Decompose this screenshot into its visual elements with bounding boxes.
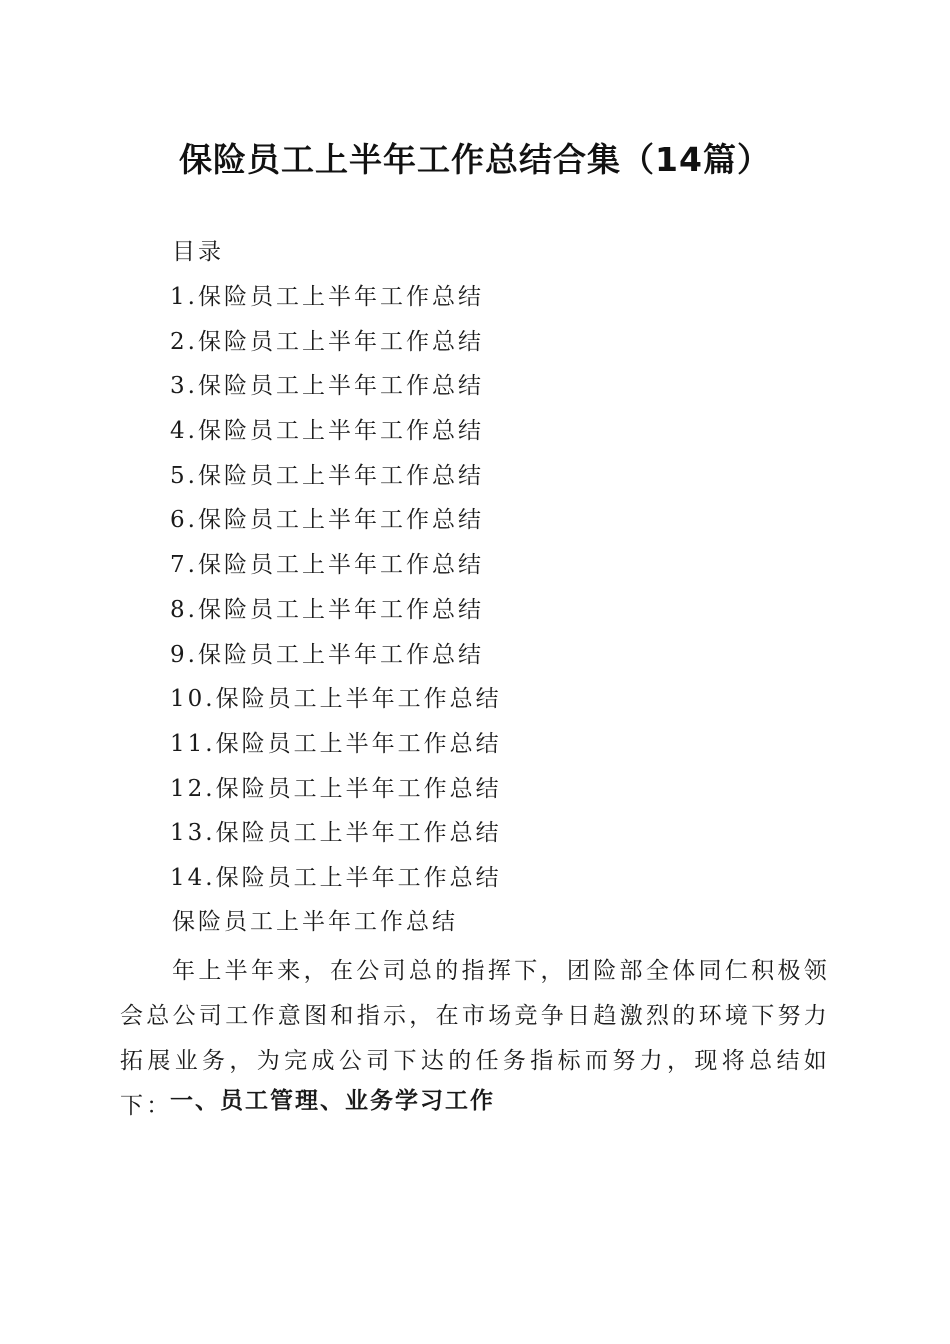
table-of-contents	[170, 279, 502, 905]
toc-item: 5.保险员工上半年工作总结	[170, 462, 484, 489]
toc-heading: 目录	[172, 239, 224, 265]
toc-item: 3.保险员工上半年工作总结	[170, 373, 484, 400]
subheading: 一、员工管理、业务学习工作	[170, 1088, 495, 1114]
body-paragraph: 年上半年来，在公司总的指挥下，团险部全体同仁积极领会总公司工作意图和指示，在市场竞争日趋激烈的环境下努力拓展业务，为完成公司下达的任务指标而努力，现将总结如下：	[120, 958, 830, 1119]
toc-item: 12.保险员工上半年工作总结	[170, 775, 502, 802]
toc-item: 9.保险员工上半年工作总结	[170, 641, 484, 668]
toc-item: 7.保险员工上半年工作总结	[170, 552, 484, 579]
toc-item: 13.保险员工上半年工作总结	[170, 820, 502, 847]
section-title: 保险员工上半年工作总结	[172, 909, 458, 935]
toc-item: 14.保险员工上半年工作总结	[170, 864, 502, 891]
toc-item: 2.保险员工上半年工作总结	[170, 328, 484, 355]
toc-item: 10.保险员工上半年工作总结	[170, 686, 502, 713]
toc-item: 8.保险员工上半年工作总结	[170, 596, 484, 623]
toc-item: 4.保险员工上半年工作总结	[170, 418, 484, 445]
toc-item: 6.保险员工上半年工作总结	[170, 507, 484, 534]
document-title: 保险员工上半年工作总结合集（14篇）	[179, 140, 771, 179]
toc-item: 11.保险员工上半年工作总结	[170, 730, 502, 757]
toc-item: 1.保险员工上半年工作总结	[170, 284, 484, 310]
